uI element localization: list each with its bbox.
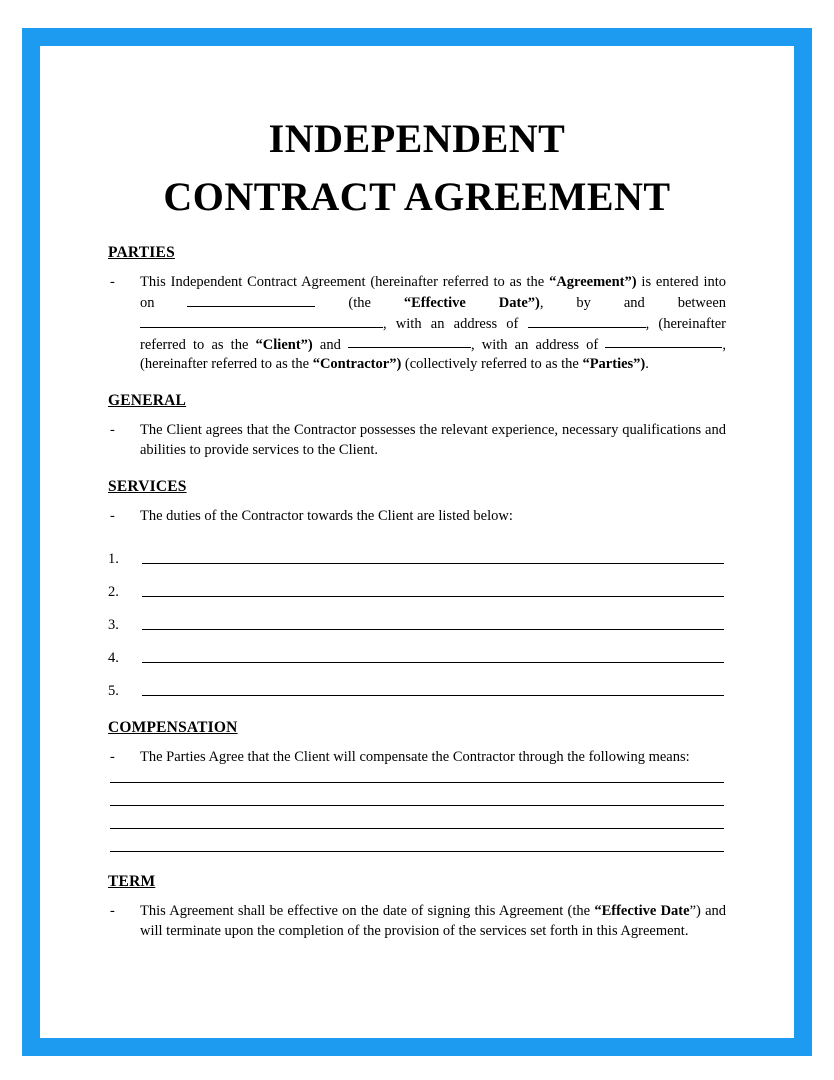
list-item — [108, 602, 726, 635]
list-item-number: 4. — [108, 650, 119, 667]
list-item — [108, 635, 726, 668]
services-blank-line-1[interactable] — [142, 562, 724, 564]
term-text-2: ”) and will terminate upon the completion of the provision of the services set forth in this Agreement. — [140, 903, 727, 940]
general-paragraph: The Client agrees that the Contractor possesses the relevant experience, necessary qualifications and abilities to provide services to the Client. — [140, 422, 726, 459]
list-item-number: 5. — [108, 683, 119, 700]
parties-text-1: This Independent Contract Agreement (hereinafter referred to as the — [140, 274, 550, 290]
bullet-marker: - — [110, 749, 115, 766]
services-list — [108, 536, 726, 701]
bullet-marker: - — [110, 903, 115, 920]
list-item-number: 1. — [108, 551, 119, 568]
term-bullet — [108, 901, 726, 941]
parties-text-7: and — [312, 336, 348, 353]
compensation-blank-line-3[interactable] — [110, 827, 724, 829]
parties-text-11: . — [645, 356, 649, 373]
services-paragraph: The duties of the Contractor towards the Client are listed below: — [140, 508, 513, 525]
parties-text-2: is entered into on — [140, 274, 726, 311]
parties-bullet — [108, 272, 726, 374]
list-item — [108, 668, 726, 701]
parties-text-4: , by and between — [539, 294, 727, 311]
term-text-1: This Agreement shall be effective on the date of signing this Agreement (the — [140, 903, 595, 920]
section-heading-general: GENERAL — [108, 392, 187, 410]
parties-text-5: , with an address of — [383, 315, 528, 332]
compensation-blank-line-2[interactable] — [110, 804, 724, 806]
section-heading-term: TERM — [108, 873, 156, 891]
bullet-marker: - — [110, 422, 115, 439]
services-bullet — [108, 506, 726, 526]
blank-contractor-name[interactable] — [348, 334, 471, 349]
list-item-number: 2. — [108, 584, 119, 601]
bullet-marker: - — [110, 508, 115, 525]
list-item — [108, 536, 726, 569]
services-blank-line-5[interactable] — [142, 694, 724, 696]
parties-paragraph — [140, 272, 726, 374]
section-heading-services: SERVICES — [108, 478, 187, 496]
blank-effective-date[interactable] — [187, 292, 315, 307]
services-blank-line-4[interactable] — [142, 661, 724, 663]
blank-client-name[interactable] — [140, 313, 383, 328]
page-title-line-1: INDEPENDENT — [268, 116, 566, 161]
parties-parties-term: “Parties”) — [582, 356, 646, 373]
compensation-blank-lines — [108, 781, 726, 852]
parties-text-6: , (hereinafter referred to as the — [140, 315, 727, 353]
section-heading-compensation: COMPENSATION — [108, 719, 238, 737]
parties-text-9: , (hereinafter referred to as the — [140, 336, 726, 373]
parties-text-10: (collectively referred to as the — [401, 356, 583, 373]
parties-text-8: , with an address of — [470, 336, 606, 353]
compensation-paragraph: The Parties Agree that the Client will compensate the Contractor through the following means: — [140, 749, 690, 766]
document-content — [108, 110, 726, 943]
compensation-blank-line-4[interactable] — [110, 850, 724, 852]
list-item — [108, 569, 726, 602]
page-title — [108, 110, 726, 226]
parties-contractor-term: “Contractor”) — [312, 356, 402, 373]
general-bullet — [108, 420, 726, 460]
parties-text-3: (the — [315, 294, 404, 311]
bullet-marker: - — [110, 274, 115, 290]
term-effective-date-term: “Effective Date — [594, 903, 690, 920]
list-item-number: 3. — [108, 617, 119, 634]
parties-agreement-term: “Agreement”) — [549, 274, 637, 290]
services-blank-line-2[interactable] — [142, 595, 724, 597]
services-blank-line-3[interactable] — [142, 628, 724, 630]
compensation-blank-line-1[interactable] — [110, 781, 724, 783]
parties-client-term: “Client”) — [255, 336, 313, 353]
blank-contractor-address[interactable] — [605, 334, 722, 349]
term-paragraph — [140, 901, 726, 941]
parties-effective-date-term: “Effective Date”) — [403, 294, 540, 311]
page-title-line-2: CONTRACT AGREEMENT — [163, 174, 671, 219]
compensation-bullet — [108, 747, 726, 767]
blank-client-address[interactable] — [528, 313, 646, 328]
section-heading-parties: PARTIES — [108, 244, 175, 261]
